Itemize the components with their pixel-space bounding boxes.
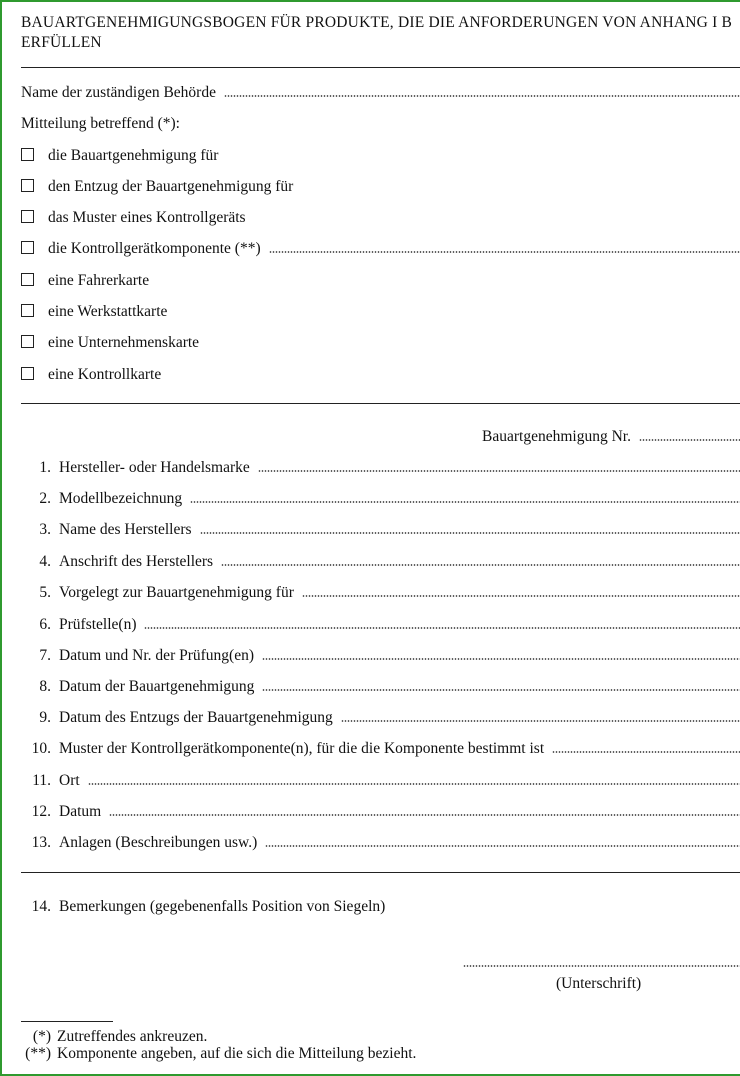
- checkbox-row[interactable]: [21, 365, 740, 385]
- field-fill-line[interactable]: [262, 657, 740, 661]
- checkbox[interactable]: [21, 273, 34, 286]
- field-fill-line[interactable]: [262, 688, 740, 692]
- field-label: Hersteller- oder Handelsmarke: [59, 459, 250, 476]
- checkbox-label: eine Werkstattkarte: [48, 303, 168, 320]
- checkbox-label: den Entzug der Bauartgenehmigung für: [48, 178, 294, 195]
- approval-number-fill-line[interactable]: [639, 438, 740, 442]
- field-number: 11.: [32, 772, 51, 789]
- divider: [21, 67, 740, 68]
- field-fill-line[interactable]: [88, 782, 740, 786]
- field-number: 9.: [39, 709, 51, 726]
- authority-fill-line[interactable]: [224, 94, 740, 98]
- field-label: Vorgelegt zur Bauartgenehmigung für: [59, 584, 294, 601]
- footnote-mark: (**): [25, 1045, 51, 1062]
- field-number: 14.: [31, 898, 51, 915]
- checkbox-label: die Bauartgenehmigung für: [48, 147, 219, 164]
- field-fill-line[interactable]: [109, 813, 740, 817]
- field-number: 1.: [39, 459, 51, 476]
- authority-label: Name der zuständigen Behörde: [21, 84, 216, 101]
- form-field-row[interactable]: [21, 552, 740, 572]
- checkbox-row[interactable]: [21, 271, 740, 291]
- form-title-line-1: BAUARTGENEHMIGUNGSBOGEN FÜR PRODUKTE, DIE DIE ANFORDERUNGEN VON ANHANG I B: [21, 14, 733, 31]
- field-label: Anlagen (Beschreibungen usw.): [59, 834, 258, 851]
- footnote-text: Zutreffendes ankreuzen.: [57, 1028, 208, 1045]
- footnote-rule: [21, 1021, 113, 1022]
- field-fill-line[interactable]: [341, 719, 740, 723]
- field-fill-line[interactable]: [221, 563, 740, 567]
- field-fill-line[interactable]: [144, 626, 740, 630]
- approval-number-label: Bauartgenehmigung Nr.: [482, 428, 631, 445]
- checkbox[interactable]: [21, 148, 34, 161]
- field-label: Datum und Nr. der Prüfung(en): [59, 647, 254, 664]
- field-number: 13.: [31, 834, 51, 851]
- field-label: Ort: [59, 772, 80, 789]
- checkbox-label: eine Fahrerkarte: [48, 272, 150, 289]
- form-field-row[interactable]: [21, 677, 740, 697]
- field-number: 2.: [39, 490, 51, 507]
- field-label: Prüfstelle(n): [59, 616, 137, 633]
- form-field-row[interactable]: [21, 708, 740, 728]
- form-field-row[interactable]: [21, 520, 740, 540]
- form-title: [21, 13, 740, 53]
- divider: [21, 872, 740, 873]
- remarks-label: Bemerkungen (gegebenenfalls Position von Siegeln): [59, 898, 386, 915]
- checkbox[interactable]: [21, 304, 34, 317]
- form-field-row[interactable]: [21, 615, 740, 635]
- notification-heading: [21, 114, 740, 134]
- field-number: 8.: [39, 678, 51, 695]
- footnote: [21, 1028, 207, 1046]
- field-label: Modellbezeichnung: [59, 490, 183, 507]
- checkbox[interactable]: [21, 367, 34, 380]
- field-number: 3.: [39, 521, 51, 538]
- field-fill-line[interactable]: [190, 500, 740, 504]
- checkbox[interactable]: [21, 179, 34, 192]
- footnote-text: Komponente angeben, auf die sich die Mitteilung bezieht.: [57, 1045, 417, 1062]
- form-field-row[interactable]: [21, 583, 740, 603]
- field-label: Datum: [59, 803, 102, 820]
- field-number: 5.: [39, 584, 51, 601]
- checkbox-label: eine Unternehmenskarte: [48, 334, 200, 351]
- checkbox-row[interactable]: [21, 208, 740, 228]
- checkbox-row[interactable]: [21, 239, 740, 259]
- form-field-row[interactable]: [21, 771, 740, 791]
- form-field-row[interactable]: [21, 646, 740, 666]
- field-label: Datum des Entzugs der Bauartgenehmigung: [59, 709, 333, 726]
- checkbox-row[interactable]: [21, 302, 740, 322]
- approval-number-field[interactable]: [482, 427, 740, 447]
- form-field-row[interactable]: [21, 833, 740, 853]
- field-number: 4.: [39, 553, 51, 570]
- checkbox[interactable]: [21, 210, 34, 223]
- field-fill-line[interactable]: [258, 469, 740, 473]
- form-field-row[interactable]: [21, 458, 740, 478]
- field-fill-line[interactable]: [200, 531, 740, 535]
- checkbox-row[interactable]: [21, 146, 740, 166]
- signature-label: (Unterschrift): [556, 975, 642, 992]
- checkbox-label: die Kontrollgerätkomponente (**): [48, 240, 261, 257]
- field-label: Datum der Bauartgenehmigung: [59, 678, 255, 695]
- checkbox-row[interactable]: [21, 333, 740, 353]
- notification-label: Mitteilung betreffend (*):: [21, 115, 180, 132]
- checkbox[interactable]: [21, 241, 34, 254]
- checkbox-row[interactable]: [21, 177, 740, 197]
- field-number: 10.: [31, 740, 51, 757]
- field-fill-line[interactable]: [552, 750, 740, 754]
- footnote-mark: (*): [32, 1028, 51, 1045]
- field-number: 6.: [39, 616, 51, 633]
- remarks-field[interactable]: [21, 897, 740, 917]
- checkbox-label: eine Kontrollkarte: [48, 366, 162, 383]
- form-field-row[interactable]: [21, 802, 740, 822]
- field-label: Name des Herstellers: [59, 521, 192, 538]
- checkbox-label: das Muster eines Kontrollgeräts: [48, 209, 246, 226]
- form-field-row[interactable]: [21, 489, 740, 509]
- field-fill-line[interactable]: [302, 594, 740, 598]
- field-label: Muster der Kontrollgerätkomponente(n), für die die Komponente bestimmt ist: [59, 740, 545, 757]
- authority-field[interactable]: [21, 83, 740, 103]
- field-label: Anschrift des Herstellers: [59, 553, 214, 570]
- form-title-line-2: ERFÜLLEN: [21, 34, 102, 51]
- divider: [21, 403, 740, 404]
- signature-line[interactable]: [463, 964, 740, 968]
- form-field-row[interactable]: [21, 739, 740, 759]
- checkbox[interactable]: [21, 335, 34, 348]
- field-number: 7.: [39, 647, 51, 664]
- footnote: [21, 1045, 416, 1063]
- field-number: 12.: [31, 803, 51, 820]
- field-fill-line[interactable]: [265, 844, 740, 848]
- component-fill-line[interactable]: [269, 250, 740, 254]
